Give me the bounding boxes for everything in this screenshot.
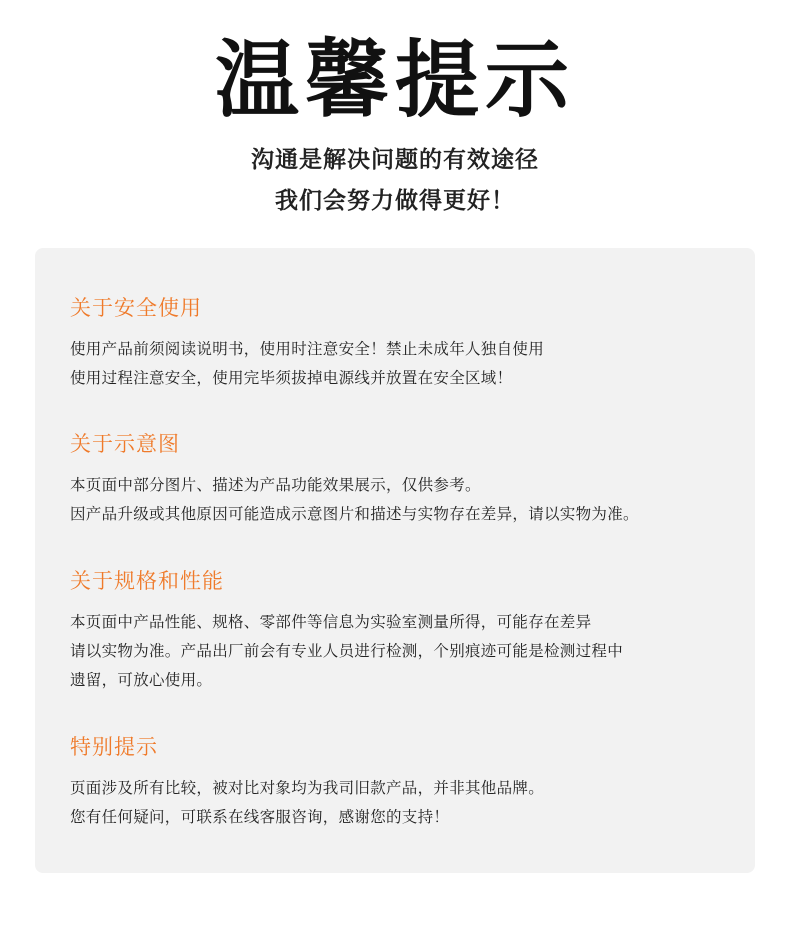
- section-title: 关于安全使用: [70, 296, 202, 320]
- section-text-line: 页面涉及所有比较，被对比对象均为我司旧款产品，并非其他品牌。: [70, 779, 545, 797]
- section-text-line: 本页面中部分图片、描述为产品功能效果展示，仅供参考。: [70, 476, 481, 494]
- section-text-line: 使用产品前须阅读说明书，使用时注意安全！禁止未成年人独自使用: [70, 340, 545, 358]
- notice-card: [35, 248, 755, 873]
- section-safety: [70, 293, 730, 393]
- section-title: 特别提示: [70, 735, 158, 759]
- section-text-line: 使用过程注意安全，使用完毕须拔掉电源线并放置在安全区域！: [70, 369, 513, 387]
- page-title: 温馨提示: [214, 31, 575, 129]
- subtitle-line: 我们会努力做得更好！: [275, 188, 515, 214]
- subtitle-line: 沟通是解决问题的有效途径: [251, 147, 539, 173]
- section-illustration: [70, 429, 730, 529]
- section-specs: [70, 566, 730, 695]
- section-text-line: 您有任何疑问，可联系在线客服咨询，感谢您的支持！: [70, 808, 450, 826]
- section-text-line: 本页面中产品性能、规格、零部件等信息为实验室测量所得，可能存在差异: [70, 613, 592, 631]
- section-title: 关于规格和性能: [70, 569, 224, 593]
- section-text-line: 遗留，可放心使用。: [70, 671, 213, 689]
- section-text-line: 因产品升级或其他原因可能造成示意图片和描述与实物存在差异，请以实物为准。: [70, 505, 639, 523]
- section-text-line: 请以实物为准。产品出厂前会有专业人员进行检测，个别痕迹可能是检测过程中: [70, 642, 624, 660]
- section-title: 关于示意图: [70, 432, 180, 456]
- section-special-notice: [70, 732, 730, 832]
